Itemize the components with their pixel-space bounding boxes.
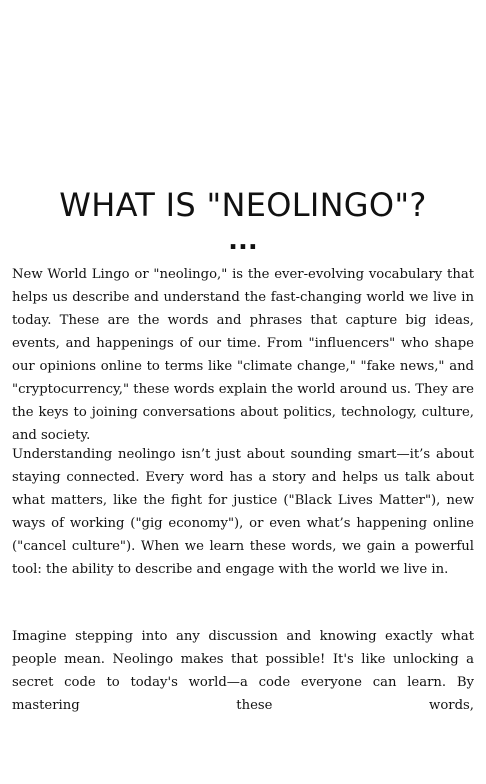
title-ornament: ... — [228, 226, 258, 256]
paragraph-2: Understanding neolingo isn’t just about sounding smart—it’s about staying connected. Every word has a story and helps us talk about what matters, like the fight for justice ("Black Lives Matter"), new ways of working ("gig economy"), or even what’s happening online ("cancel culture"). When we learn these words, we gain a powerful tool: the ability to describe and engage with the world we live in. — [12, 447, 474, 577]
paragraph-1: New World Lingo or "neolingo," is the ever-evolving vocabulary that helps us describe and understand the fast-changing world we live in today. These are the words and phrases that capture big ideas, events, and happenings of our time. From "influencers" who shape our opinions online to terms like "climate change," "fake news," and "cryptocurrency," these words explain the world around us. They are the keys to joining conversations about politics, technology, culture, and society. — [12, 267, 474, 443]
page-title: WHAT IS "NEOLINGO"? — [59, 186, 427, 224]
paragraph-3: Imagine stepping into any discussion and knowing exactly what people mean. Neolingo makes that possible! It's like unlocking a secret code to today's world—a code everyone can learn. By mastering these words, — [12, 629, 474, 713]
